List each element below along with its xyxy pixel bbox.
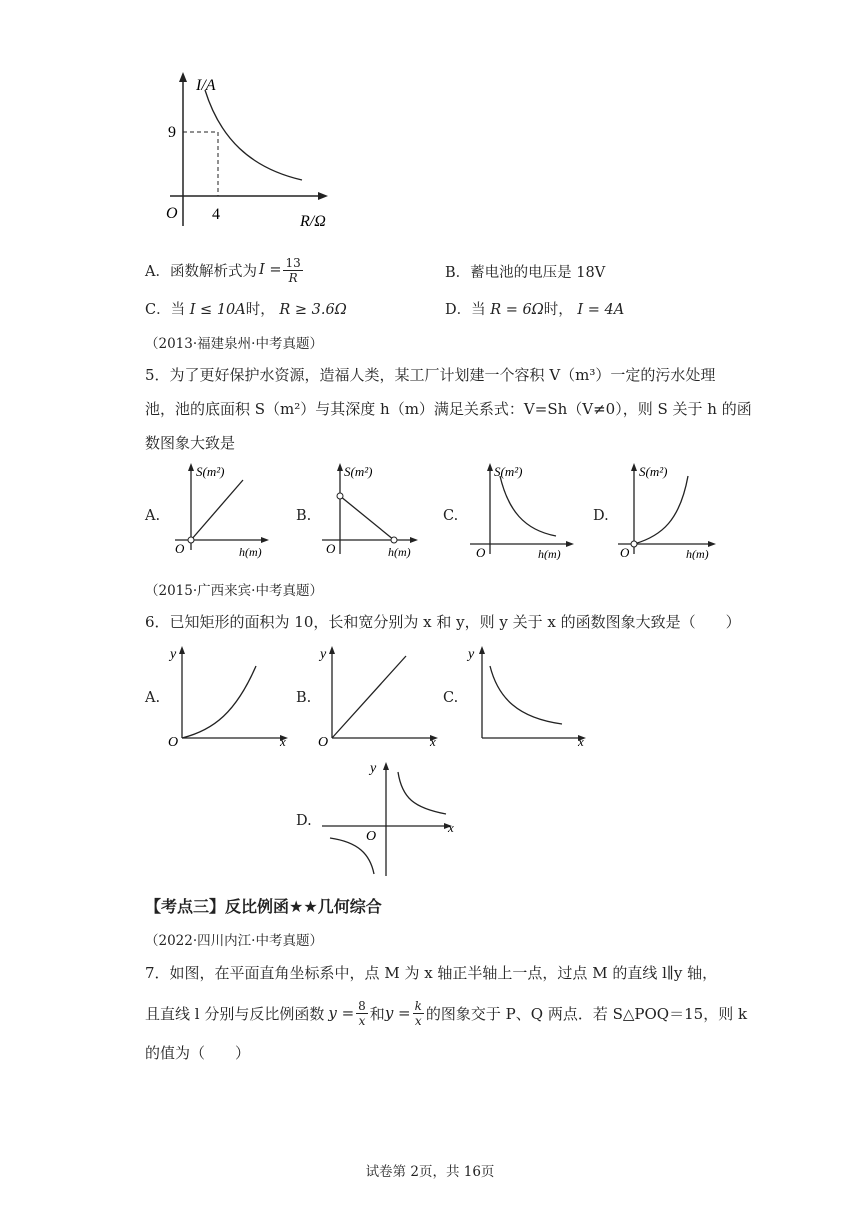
q6-option-a-label: A. (145, 690, 161, 706)
q5-option-d-label: D. (593, 508, 609, 524)
option-c-prefix: C．当 (145, 302, 186, 318)
option-c (145, 298, 347, 319)
q5b-origin: O (326, 541, 336, 556)
q5-graph-c (464, 460, 579, 560)
option-d-condition: R = 6Ω (490, 302, 544, 318)
q5a-x-label: h(m) (239, 545, 262, 559)
q7-line2 (145, 993, 747, 1033)
q6-graph-d (318, 758, 460, 880)
x-axis-label: R/Ω (300, 213, 326, 230)
q6-option-b-label: B. (296, 690, 312, 706)
q5c-origin: O (476, 545, 486, 560)
q5b-y-label: S(m²) (344, 464, 373, 479)
option-a (145, 252, 305, 288)
q5d-y-label: S(m²) (639, 464, 668, 479)
q7-line2-c: 的图象交于 P、Q 两点．若 S△POQ＝15，则 k (425, 1004, 748, 1023)
q6a-y-label: y (170, 647, 177, 662)
q7-f2-lhs: y = (384, 1004, 411, 1022)
q5-graph-b (314, 460, 424, 560)
fraction-numerator: 13 (285, 255, 301, 270)
q6d-y-label: y (370, 761, 377, 776)
option-c-mid: 时， (245, 302, 275, 318)
option-d-prefix: D．当 (445, 302, 486, 318)
q6-graph-b (314, 642, 444, 747)
option-a-fraction (283, 256, 302, 285)
origin-label: O (166, 205, 178, 222)
option-c-result: R ≥ 3.6Ω (279, 302, 347, 318)
q5-option-c-label: C. (443, 508, 459, 524)
option-a-lhs: I = (258, 262, 282, 278)
q6-graph-a (164, 642, 294, 747)
q6-option-d-label: D. (296, 813, 312, 829)
q6d-origin: O (366, 829, 377, 844)
option-a-text: A．函数解析式为 (145, 263, 257, 280)
q6c-y-label: y (468, 647, 475, 662)
option-d (445, 298, 624, 319)
fraction-denominator: x (414, 1013, 422, 1028)
q7-source: （2022·四川内江·中考真题） (145, 933, 323, 949)
q7-line3: 的值为（ ） (145, 1044, 251, 1062)
q7-f1-lhs: y = (328, 1004, 355, 1022)
q5-graph-d (612, 460, 722, 560)
fraction-numerator: k (414, 998, 422, 1013)
q5-source: （2013·福建泉州·中考真题） (145, 336, 323, 352)
q6b-y-label: y (320, 647, 327, 662)
q6a-origin: O (168, 735, 179, 747)
q7-fraction-1 (356, 999, 368, 1028)
q5-option-a-label: A. (145, 508, 161, 524)
tick-x: 4 (212, 206, 220, 223)
q5a-y-label: S(m²) (196, 464, 225, 479)
q6b-x-label: x (430, 734, 436, 747)
option-d-result: I = 4A (577, 302, 625, 318)
q5-option-b-label: B. (296, 508, 312, 524)
fraction-denominator: x (358, 1013, 366, 1028)
option-b: B．蓄电池的电压是 18V (445, 265, 606, 281)
q6-source: （2015·广西来宾·中考真题） (145, 583, 323, 599)
q5-graph-a (163, 460, 273, 560)
section-title: 【考点三】反比例函★★几何综合 (145, 897, 382, 916)
q5-line3: 数图象大致是 (145, 434, 236, 452)
q7-line1: 7．如图，在平面直角坐标系中，点 M 为 x 轴正半轴上一点，过点 M 的直线 l∥y 轴， (145, 964, 718, 982)
q5d-x-label: h(m) (686, 547, 709, 560)
page-footer: 试卷第 2页，共 16页 (365, 1164, 495, 1180)
q5-line1: 5．为了更好保护水资源，造福人类，某工厂计划建一个容积 V（m³）一定的污水处理 (145, 366, 716, 384)
q6-option-c-label: C. (443, 690, 459, 706)
option-d-mid: 时， (543, 302, 573, 318)
q5-line2: 池，池的底面积 S（m²）与其深度 h（m）满足关系式：V=Sh（V≠0），则 S 关于 h 的函 (145, 400, 752, 418)
fraction-numerator: 8 (358, 998, 366, 1013)
q5a-origin: O (175, 541, 185, 556)
graph-current-resistance (150, 68, 340, 238)
q6a-x-label: x (280, 734, 286, 747)
fraction-denominator: R (288, 270, 298, 285)
q5c-x-label: h(m) (538, 547, 561, 560)
q5b-x-label: h(m) (388, 545, 411, 559)
q6-graph-c (462, 642, 592, 747)
q7-line2-b: 和 (369, 1004, 385, 1023)
q5c-y-label: S(m²) (494, 464, 523, 479)
y-axis-label: I/A (196, 77, 216, 94)
q7-line2-a: 且直线 l 分别与反比例函数 (145, 1004, 325, 1023)
q6-line1: 6．已知矩形的面积为 10，长和宽分别为 x 和 y，则 y 关于 x 的函数图象大致是（ ） (145, 613, 741, 631)
tick-y: 9 (168, 124, 176, 141)
q6b-origin: O (318, 735, 329, 747)
q6d-x-label: x (448, 820, 454, 835)
option-c-condition: I ≤ 10A (189, 302, 246, 318)
q7-fraction-2 (413, 999, 424, 1028)
q5d-origin: O (620, 545, 630, 560)
q6c-x-label: x (578, 734, 584, 747)
